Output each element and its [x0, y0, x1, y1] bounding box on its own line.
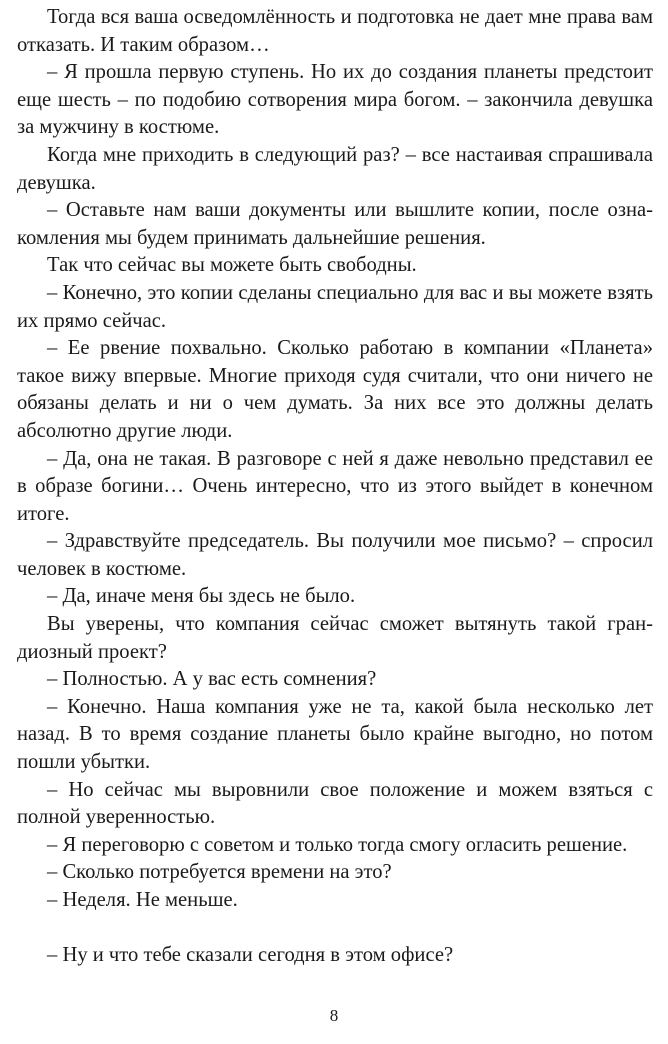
- paragraph: – Конечно, это копии сделаны специально для вас и вы можете взять их прямо сейчас.: [17, 281, 653, 332]
- paragraph: – Конечно. Наша компания уже не та, какой была несколько лет назад. В то время создание планеты было крайне выгодно, но потом пошли убытки.: [17, 695, 653, 774]
- page-body: [17, 4, 653, 970]
- text-block-main: [17, 4, 653, 915]
- paragraph: Тогда вся ваша осведомлённость и подготовка не дает мне права вам отказать. И таким образом…: [17, 6, 653, 56]
- paragraph: – Я прошла первую ступень. Но их до создания планеты предстоит еще шесть – по подобию сотворения мира богом. – закончила девушка за мужчину в костюме.: [17, 61, 653, 139]
- text-block-continuation: [17, 942, 653, 970]
- paragraph: Вы уверены, что компания сейчас сможет вытянуть такой грандиозный проект?: [17, 613, 653, 663]
- paragraph: – Здравствуйте председатель. Вы получили мое письмо? – спросил человек в костюме.: [17, 530, 653, 580]
- paragraph: – Да, она не такая. В разговоре с ней я даже невольно представил ее в образе богини… Очень интересно, что из этого выйдет в конечном итоге.: [17, 447, 653, 525]
- paragraph: – Неделя. Не меньше.: [47, 889, 238, 911]
- paragraph: – Оставьте нам ваши документы или вышлите копии, после ознакомления мы будем принимать дальнейшие решения.: [17, 199, 653, 249]
- paragraph: – Да, иначе меня бы здесь не было.: [47, 585, 356, 608]
- paragraph: – Но сейчас мы выровнили свое положение и можем взяться с полной уверенностью.: [17, 778, 653, 829]
- paragraph: – Сколько потребуется времени на это?: [47, 861, 392, 884]
- paragraph: – Ее рвение похвально. Сколько работаю в компании «Планета» такое вижу впервые. Многие приходя судя считали, что они ничего не обязаны делать и ни о чем думать. За них все это должны делать абсолютно другие люди.: [17, 337, 653, 442]
- paragraph: Когда мне приходить в следующий раз? – все настаивая спрашивала девушка.: [17, 143, 653, 194]
- paragraph: – Ну и что тебе сказали сегодня в этом офисе?: [47, 944, 454, 967]
- page-number: 8: [329, 1006, 339, 1025]
- scene-break: [17, 915, 653, 943]
- paragraph: – Полностью. А у вас есть сомнения?: [47, 668, 377, 691]
- paragraph: Так что сейчас вы можете быть свободны.: [47, 254, 417, 277]
- paragraph: – Я переговорю с советом и только тогда смогу огласить решение.: [47, 833, 628, 856]
